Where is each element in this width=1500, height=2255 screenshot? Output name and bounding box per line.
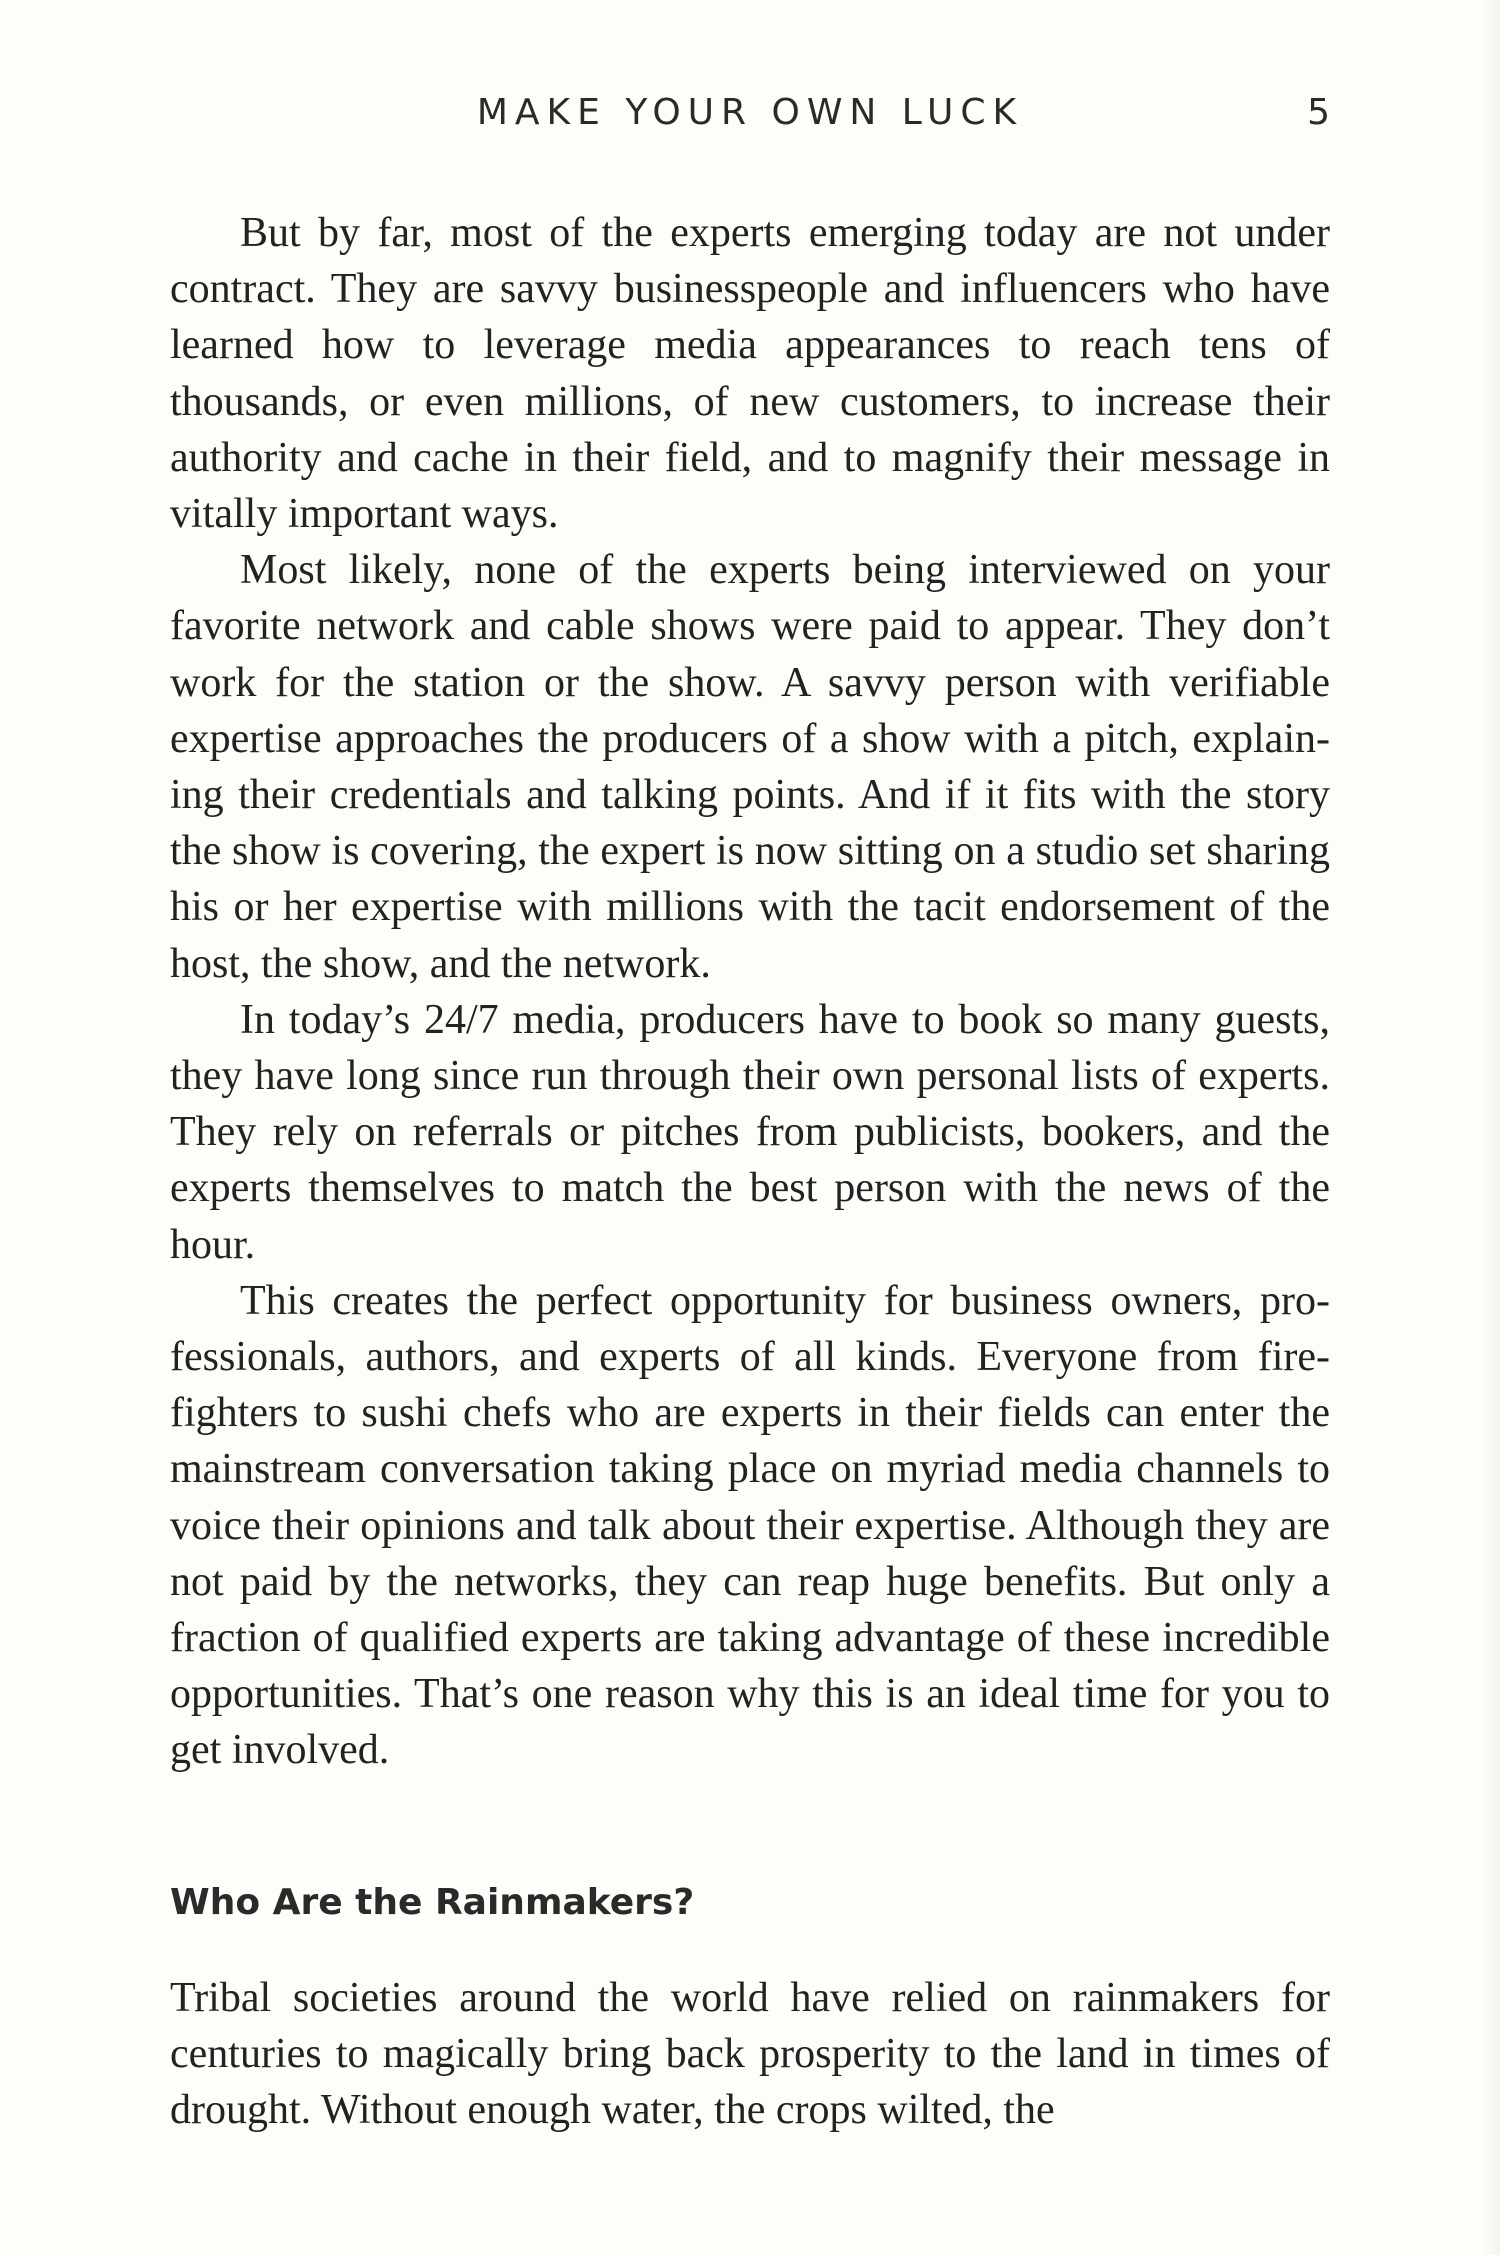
page-edge-shadow [1482,0,1500,2255]
paragraph: Tribal societies around the world have relied on rainmakers for centuries to magically bring back prosperity to the land in times of drought. Without enough water, the crops wilted, the [170,1975,1330,2134]
paragraph: In today’s 24/7 media, producers have to book so many guests, they have long since run through their own personal lists of experts. They rely on referrals or pitches from publicists, bookers, and the experts themselves to match the best person with the news of the hour. [170,996,1330,1268]
body-text [170,205,1330,1779]
running-header [170,92,1330,152]
running-title: MAKE YOUR OWN LUCK [476,92,1024,133]
section-heading: Who Are the Rainmakers? [170,1882,695,1923]
paragraph: Most likely, none of the experts being interviewed on your favorite network and cable shows were paid to appear. They don’t work for the station or the show. A savvy person with verifiable expertise approaches the producers of a show with a pitch, explaining their credentials and talking points. And if it fits with the story the show is covering, the expert is now sitting on a studio set sharing his or her expertise with millions with the tacit endorsement of the host, the show, and the network. [170,547,1330,987]
paragraph: This creates the perfect opportunity for business owners, professionals, authors, and experts of all kinds. Everyone from firefighters to sushi chefs who are experts in their fields can enter the mainstream conversation taking place on myriad media channels to voice their opinions and talk about their expertise. Although they are not paid by the networks, they can reap huge benefits. But only a fraction of qualified experts are taking advantage of these incredible opportunities. That’s one reason why this is an ideal time for you to get involved. [170,1277,1330,1774]
page-number: 5 [1307,92,1330,133]
section-text [170,1970,1330,2139]
paragraph: But by far, most of the experts emerging today are not under contract. They are savvy businesspeople and influencers who have learned how to leverage media appearances to reach tens of thousands, or even millions, of new customers, to increase their authority and cache in their field, and to magnify their message in vitally important ways. [170,210,1330,538]
